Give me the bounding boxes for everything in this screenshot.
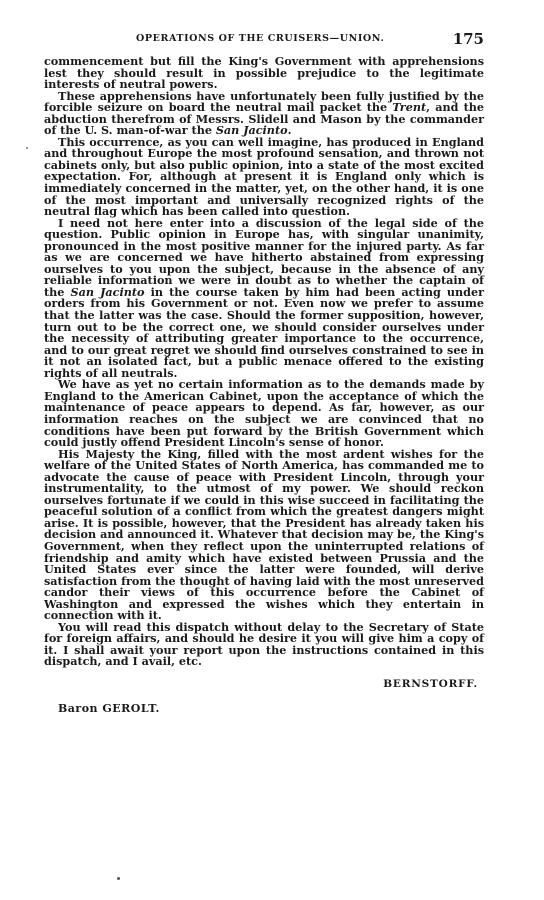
letter-body (44, 56, 484, 668)
paragraph-text: These apprehensions have unfortunately been fully justified by the forcible seizure on board the neutral mail packet the (44, 88, 484, 115)
paragraph (44, 134, 484, 219)
paragraph-text: commencement but fill the King's Government with apprehensions lest they should result in possible prejudice to the legitimate interests of neutral powers. (44, 54, 484, 92)
paragraph (44, 619, 484, 669)
paragraph-text: This occurrence, as you can well imagine, has produced in England and throughout Europe the most profound sensation, and thrown not cabinets only, but also public opinion, into a state of the most excited expectation. For, although at present it is England only which is immediately concerned in the matter, yet, on the other hand, it is one of the most important and universally recognized rights of the neutral flag which has been called into question. (44, 134, 484, 219)
paragraph-text: in the course taken by him had been acting under orders from his Government or not. Even now we prefer to assume that the latter was the case. Should the former supposition, however, turn out to be the correct one, we should consider ourselves under the necessity of attributing greater importance to the occurrence, and to our great regret we should find ourselves constrained to see in it not an isolated fact, but a public menace offered to the existing rights of all neutrals. (44, 284, 484, 380)
paragraph (44, 379, 484, 448)
paragraph-text: . (287, 123, 292, 138)
addressee: Baron GEROLT. (58, 701, 160, 715)
document-page (44, 30, 484, 715)
paragraph (44, 56, 484, 91)
paragraph-text: We have as yet no certain information as to the demands made by England to the American Cabinet, upon the acceptance of which the maintenance of peace appears to depend. As far, however, as our information reaches on the subject we are convinced that no conditions have been put forward by the British Government which could justly offend President Lincoln's sense of honor. (44, 377, 484, 450)
paragraph-text: I need not here enter into a discussion of the legal side of the question. Public opinion in Europe has, with singular unanimity, pronounced in the most positive manner for the injured party. As far as we are concerned we have hitherto abstained from expressing ourselves to you upon the subject, because in the absence of any reliable information we were in doubt as to whether the captain of the (44, 215, 484, 299)
paragraph (44, 88, 484, 138)
paragraph (44, 215, 484, 380)
italic-text: Trent (392, 100, 427, 115)
signature: BERNSTORFF. (383, 677, 478, 690)
italic-text: San Jacinto (70, 284, 145, 299)
page-number: 175 (452, 30, 484, 48)
print-speck (26, 147, 28, 149)
paragraph (44, 446, 484, 623)
paragraph-text: His Majesty the King, filled with the most ardent wishes for the welfare of the United States of North America, has commanded me to advocate the cause of peace with President Lincoln, through your instrumentality, to the utmost of my power. We should reckon ourselves fortunate if we could in this wise succeed in facilitating the peaceful solution of a conflict from which the greatest dangers might arise. It is possible, however, that the President has already taken his decision and announced it. Whatever that decision may be, the King's Government, when they reflect upon the uninterrupted relations of friendship and amity which have existed between Prussia and the United States ever since the latter were founded, will derive satisfaction from the thought of having laid with the most unreserved candor their views of this occurrence before the Cabinet of Washington and expressed the wishes which they entertain in connection with it. (44, 446, 484, 623)
page-header (44, 30, 484, 50)
italic-text: San Jacinto (215, 123, 288, 138)
running-title: OPERATIONS OF THE CRUISERS—UNION. (136, 33, 385, 44)
paragraph-text: , and the abduction therefrom of Messrs. Slidell and Mason by the commander of the U. S. man-of-war the (44, 100, 484, 138)
paragraph-text: You will read this dispatch without delay to the Secretary of State for foreign affairs, and should he desire it you will give him a copy of it. I shall await your report upon the instructions contained in this dispatch, and I avail, etc. (44, 619, 484, 669)
print-speck (117, 877, 120, 880)
